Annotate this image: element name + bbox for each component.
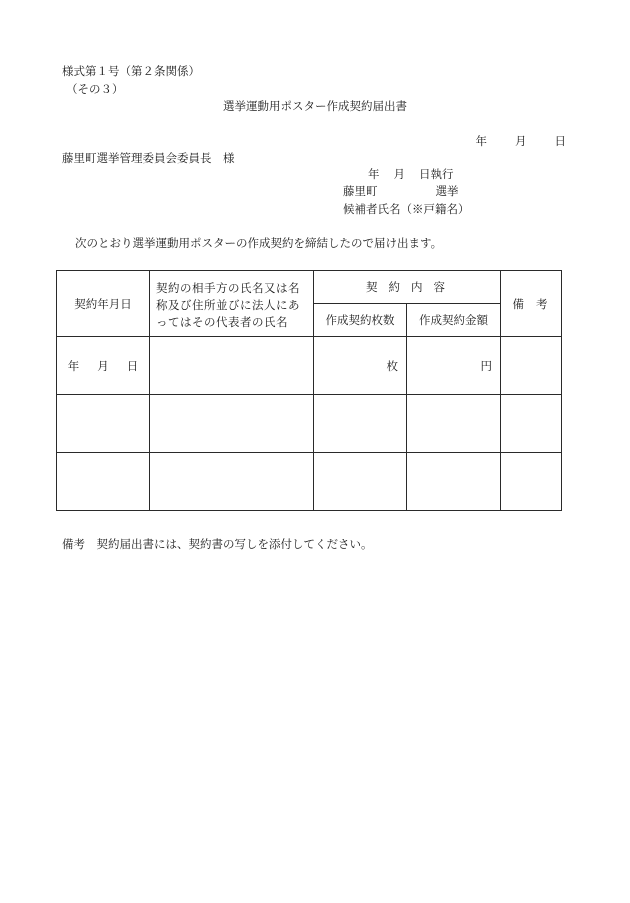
header-contract-party: 契約の相手方の氏名又は名称及び住所並びに法人にあってはその代表者の氏名 xyxy=(150,271,314,337)
header-sheet-count: 作成契約枚数 xyxy=(314,304,407,337)
row3-remarks-cell[interactable] xyxy=(501,453,562,511)
row1-day: 日 xyxy=(126,358,139,373)
header-contract-date: 契約年月日 xyxy=(57,271,150,337)
row1-amount[interactable] xyxy=(407,337,501,395)
row1-sheets-unit: 枚 xyxy=(386,358,398,373)
row2-amount[interactable] xyxy=(407,395,501,453)
header-contract-contents: 契約内容 xyxy=(314,271,501,304)
addressee: 藤里町選挙管理委員会委員長 様 xyxy=(62,151,235,165)
document-title-text: 選挙運動用ポスター作成契約届出書 xyxy=(223,99,407,113)
election-label: 選挙 xyxy=(435,184,459,198)
date-year: 年 xyxy=(475,134,487,148)
form-sub-number: （その３） xyxy=(66,82,124,96)
row1-month: 月 xyxy=(97,358,109,373)
election-date xyxy=(368,169,454,181)
candidate-name-label: 候補者氏名（※戸籍名） xyxy=(343,202,470,216)
town-name: 藤里町 xyxy=(343,184,378,198)
row2-remarks-cell[interactable] xyxy=(501,395,562,453)
date-month: 月 xyxy=(515,134,527,148)
document-title xyxy=(0,101,630,113)
remarks-note: 備考 契約届出書には、契約書の写しを添付してください。 xyxy=(62,537,373,551)
row1-year: 年 xyxy=(67,358,80,373)
exec-year: 年 xyxy=(368,167,380,181)
row2-contract-date[interactable] xyxy=(57,395,150,453)
form-number: 様式第１号（第２条関係） xyxy=(62,64,200,78)
row1-sheet-count[interactable] xyxy=(314,337,407,395)
header-remarks: 備考 xyxy=(501,271,562,337)
row2-party-cell[interactable] xyxy=(150,395,314,453)
row1-remarks-cell[interactable] xyxy=(501,337,562,395)
date-day: 日 xyxy=(554,134,566,148)
election-name xyxy=(343,186,459,198)
row3-contract-date[interactable] xyxy=(57,453,150,511)
row1-contract-date[interactable] xyxy=(57,337,150,395)
row3-amount[interactable] xyxy=(407,453,501,511)
submission-date xyxy=(476,136,567,148)
exec-month: 月 xyxy=(393,167,405,181)
contract-table xyxy=(56,270,562,511)
statement-text: 次のとおり選挙運動用ポスターの作成契約を締結したので届け出ます。 xyxy=(75,236,443,250)
row3-party-cell[interactable] xyxy=(150,453,314,511)
row1-amount-unit: 円 xyxy=(480,358,492,373)
row1-party-cell[interactable] xyxy=(150,337,314,395)
row3-sheet-count[interactable] xyxy=(314,453,407,511)
exec-day: 日執行 xyxy=(419,167,454,181)
header-contract-amount: 作成契約金額 xyxy=(407,304,501,337)
row2-sheet-count[interactable] xyxy=(314,395,407,453)
